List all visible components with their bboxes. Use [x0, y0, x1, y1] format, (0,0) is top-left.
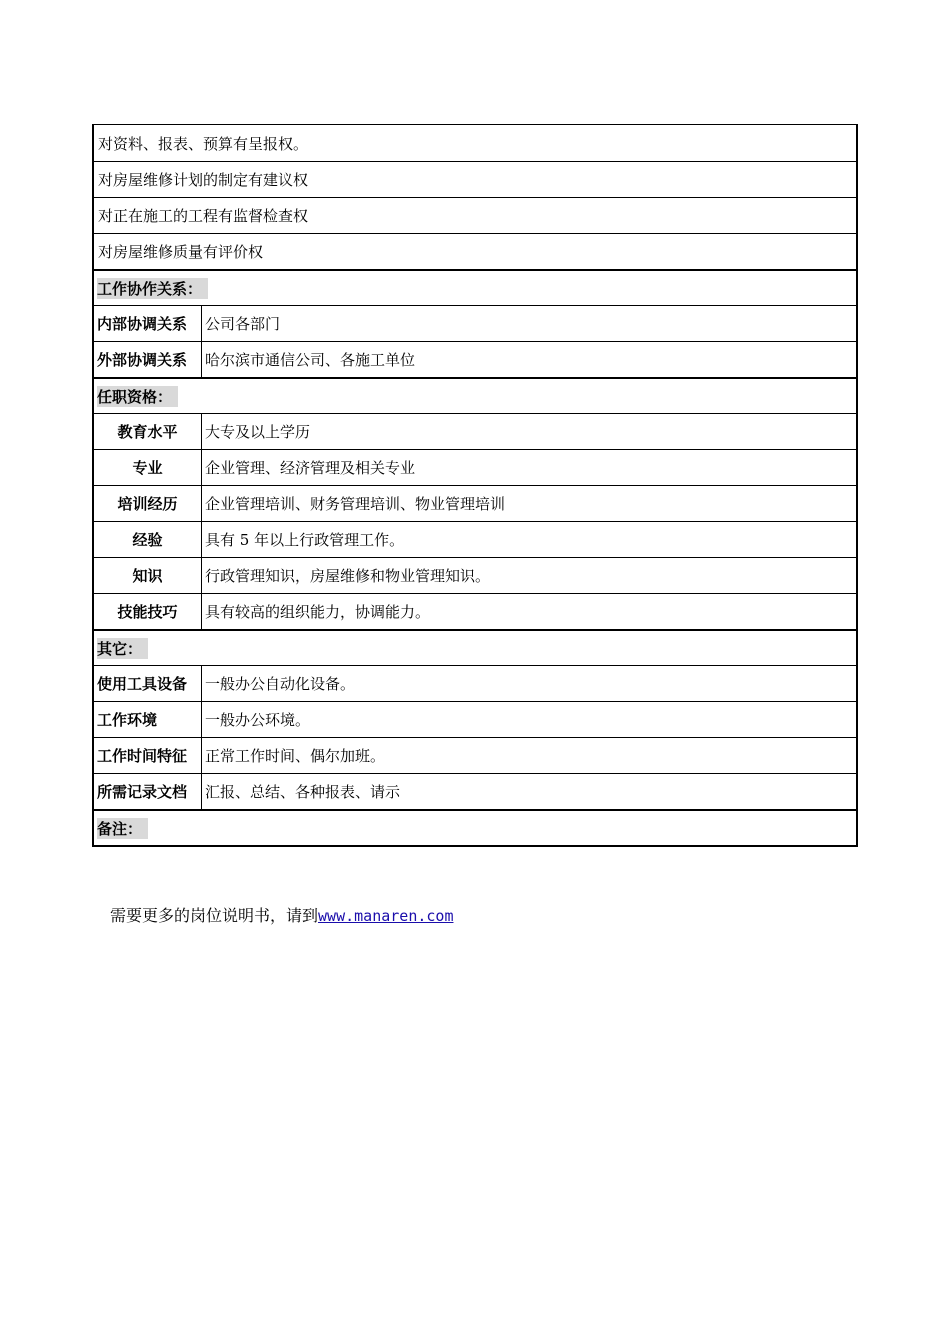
other-row [94, 665, 856, 701]
footer-note [110, 903, 453, 926]
rights-row [94, 233, 856, 269]
other-row [94, 737, 856, 773]
external-coordination-value: 哈尔滨市通信公司、各施工单位 [205, 351, 416, 369]
qualification-value: 具有 5 年以上行政管理工作。 [205, 531, 405, 549]
other-label: 所需记录文档 [94, 774, 202, 809]
other-value: 一般办公环境。 [205, 711, 311, 729]
cooperation-heading: 工作协作关系： [97, 278, 208, 299]
external-coordination-label: 外部协调关系 [94, 342, 202, 377]
website-link[interactable]: www.manaren.com [318, 907, 454, 925]
qualification-value: 具有较高的组织能力，协调能力。 [205, 603, 431, 621]
qualification-value: 企业管理培训、财务管理培训、物业管理培训 [205, 495, 506, 513]
other-row [94, 773, 856, 809]
qualification-row [94, 413, 856, 449]
section-heading [94, 271, 856, 305]
qualification-label: 培训经历 [94, 486, 202, 521]
job-description-table [92, 124, 858, 847]
qualification-row [94, 485, 856, 521]
qualification-label: 知识 [94, 558, 202, 593]
qualifications-heading-row [94, 377, 856, 413]
rights-row [94, 161, 856, 197]
other-label: 使用工具设备 [94, 666, 202, 701]
qualification-row [94, 449, 856, 485]
other-value: 正常工作时间、偶尔加班。 [205, 747, 386, 765]
qualifications-heading: 任职资格： [97, 386, 178, 407]
qualification-value: 大专及以上学历 [205, 423, 311, 441]
internal-coordination-value: 公司各部门 [205, 315, 281, 333]
qualification-label: 专业 [94, 450, 202, 485]
qualification-value: 行政管理知识，房屋维修和物业管理知识。 [205, 567, 491, 585]
rights-text: 对房屋维修质量有评价权 [98, 243, 264, 261]
other-heading-row [94, 629, 856, 665]
other-label: 工作时间特征 [94, 738, 202, 773]
rights-text: 对房屋维修计划的制定有建议权 [98, 171, 309, 189]
rights-row [94, 197, 856, 233]
other-heading: 其它： [97, 638, 148, 659]
external-coordination-row [94, 341, 856, 377]
qualification-row [94, 557, 856, 593]
section-heading [94, 379, 856, 413]
qualification-value: 企业管理、经济管理及相关专业 [205, 459, 416, 477]
other-row [94, 701, 856, 737]
internal-coordination-row [94, 305, 856, 341]
remarks-row [94, 809, 856, 845]
qualification-row [94, 521, 856, 557]
other-label: 工作环境 [94, 702, 202, 737]
footer-text: 需要更多的岗位说明书，请到 [110, 906, 319, 925]
section-heading [94, 811, 856, 845]
section-heading [94, 631, 856, 665]
qualification-row [94, 593, 856, 629]
rights-row [94, 125, 856, 161]
qualification-label: 技能技巧 [94, 594, 202, 629]
cooperation-heading-row [94, 269, 856, 305]
rights-text: 对资料、报表、预算有呈报权。 [98, 134, 309, 153]
rights-text: 对正在施工的工程有监督检查权 [98, 207, 309, 225]
other-value: 汇报、总结、各种报表、请示 [205, 783, 401, 801]
other-value: 一般办公自动化设备。 [205, 675, 356, 693]
remarks-heading: 备注： [97, 818, 148, 839]
internal-coordination-label: 内部协调关系 [94, 306, 202, 341]
qualification-label: 经验 [94, 522, 202, 557]
qualification-label: 教育水平 [94, 414, 202, 449]
